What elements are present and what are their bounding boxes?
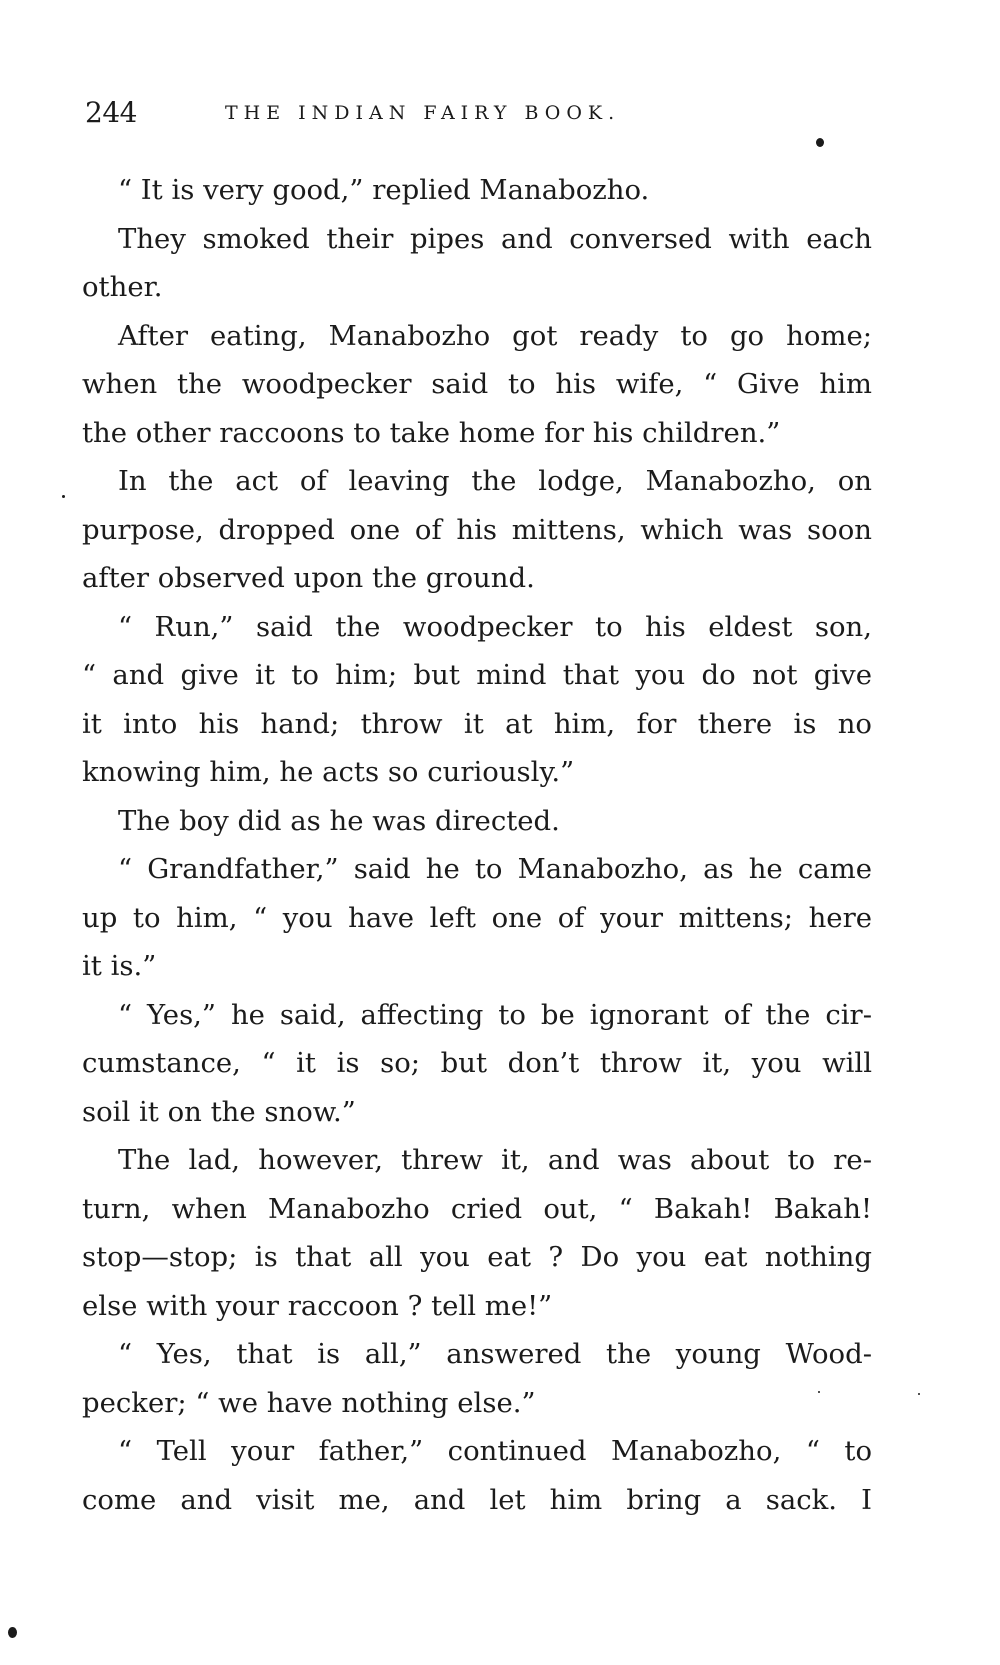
page-number: 244 [85,96,137,129]
ink-speck [816,138,824,147]
text-line: it into his hand; throw it at him, for there is no [82,707,872,740]
ink-speck [918,1393,920,1395]
text-line: cumstance, “ it is so; but don’t throw it, you will [82,1047,872,1079]
text-line: else with your raccoon ? tell me!” [82,1289,553,1322]
text-line: come and visit me, and let him bring a sack. I [82,1483,872,1516]
ink-speck [8,1627,17,1638]
ink-speck [818,1391,820,1393]
text-line: The lad, however, threw it, and was about to re- [118,1144,872,1176]
text-line: “ It is very good,” replied Manabozho. [118,174,650,206]
text-line: “ Run,” said the woodpecker to his eldest son, [118,610,872,643]
text-line: soil it on the snow.” [82,1095,356,1128]
body-text [82,166,872,1524]
text-line: The boy did as he was directed. [118,804,560,837]
text-line: stop—stop; is that all you eat ? Do you eat nothing [82,1241,872,1273]
text-line: after observed upon the ground. [82,562,535,594]
text-line: In the act of leaving the lodge, Manabozho, on [118,465,872,497]
text-line: “ Yes, that is all,” answered the young Wood- [118,1338,872,1370]
text-line: purpose, dropped one of his mittens, which was soon [82,513,872,546]
text-line: the other raccoons to take home for his children.” [82,416,781,449]
text-line: pecker; “ we have nothing else.” [82,1386,536,1419]
text-line: knowing him, he acts so curiously.” [82,756,575,788]
text-line: “ Yes,” he said, affecting to be ignorant of the cir- [118,998,872,1031]
text-line: it is.” [82,950,157,982]
ink-speck [62,495,65,498]
text-line: “ and give it to him; but mind that you do not give [82,659,872,691]
text-line: “ Tell your father,” continued Manabozho, “ to [118,1435,872,1467]
text-line: “ Grandfather,” said he to Manabozho, as he came [118,853,872,885]
text-line: After eating, Manabozho got ready to go home; [118,319,872,352]
text-line: up to him, “ you have left one of your mittens; here [82,901,872,934]
text-line: They smoked their pipes and conversed with each [118,222,872,255]
text-line: turn, when Manabozho cried out, “ Bakah! Bakah! [82,1192,872,1225]
text-line: when the woodpecker said to his wife, “ Give him [82,368,872,400]
page-header [85,96,885,136]
text-line: other. [82,271,163,303]
running-title: THE INDIAN FAIRY BOOK. [225,102,621,124]
